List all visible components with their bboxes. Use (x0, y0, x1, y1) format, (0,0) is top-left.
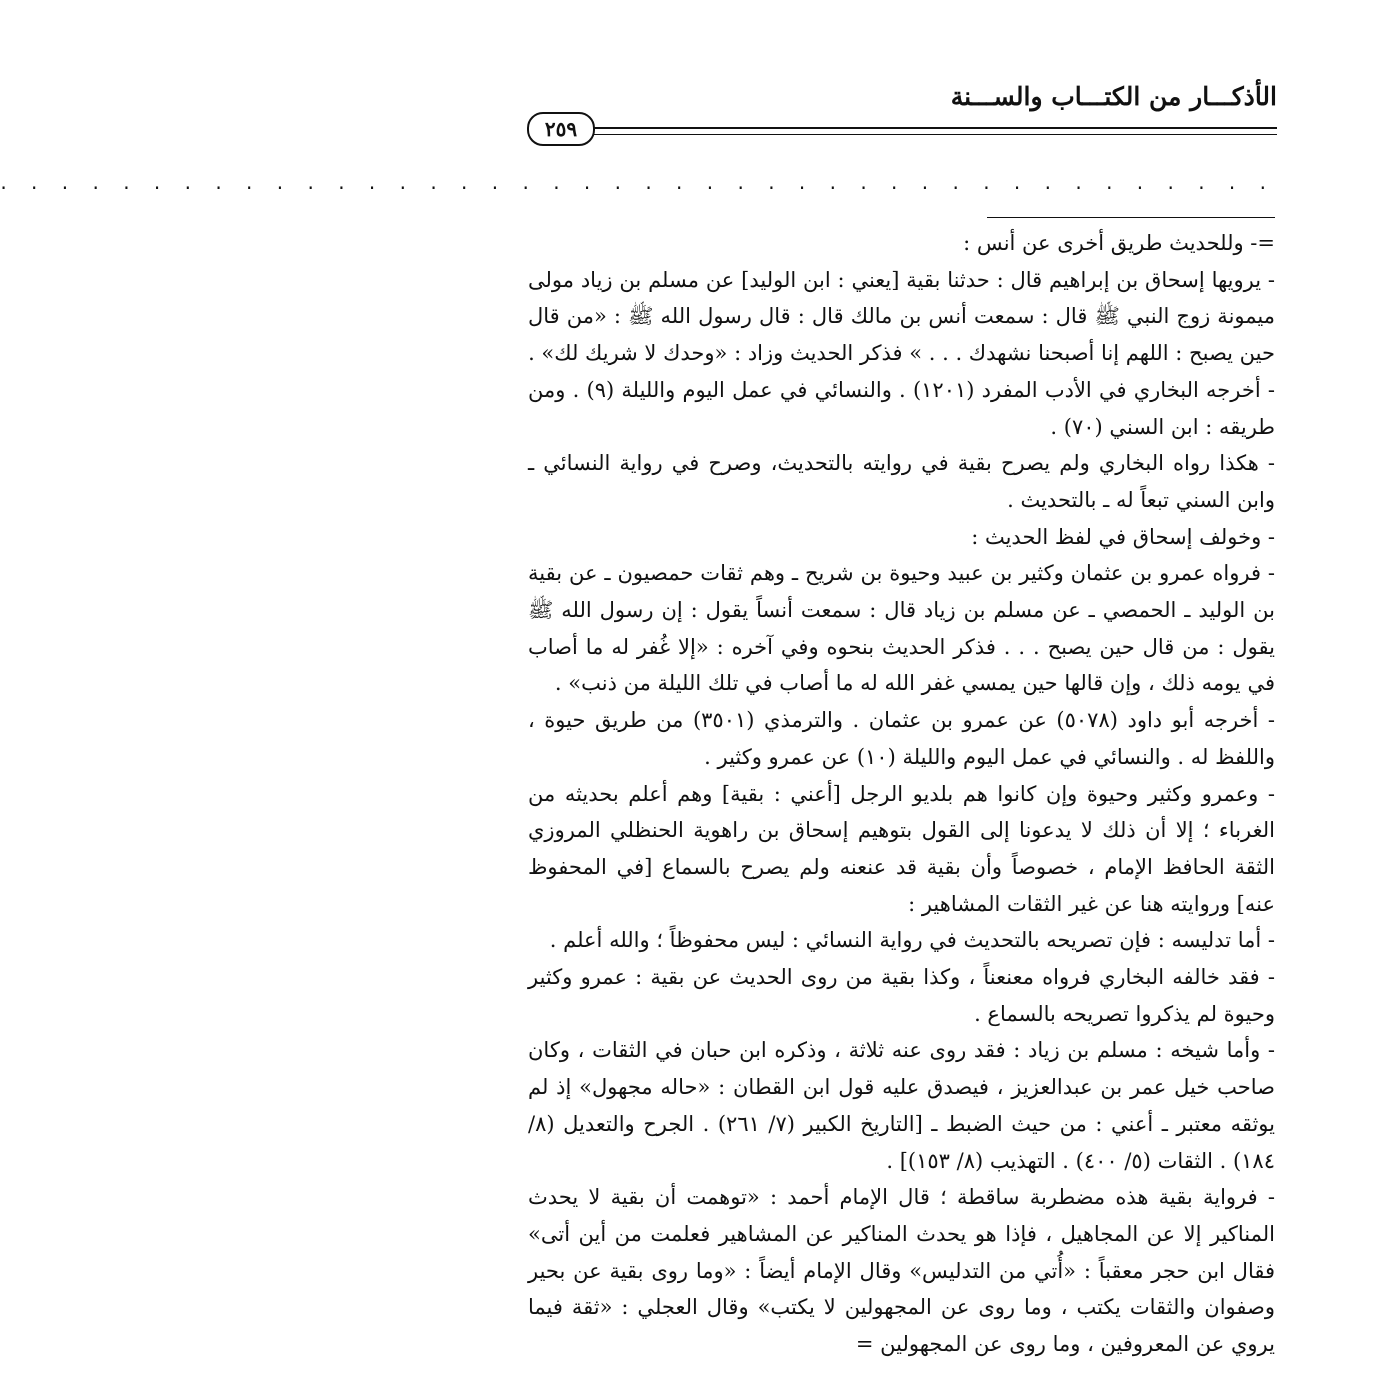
footnote-body (528, 225, 1275, 1363)
footnote-paragraph: - هكذا رواه البخاري ولم يصرح بقية في روايته بالتحديث، وصرح في رواية النسائي ـ وابن السني تبعاً له ـ بالتحديث . (528, 451, 1275, 512)
header-rule (592, 127, 1277, 135)
footnote-paragraph: - أخرجه أبو داود (٥٠٧٨) عن عمرو بن عثمان . والترمذي (٣٥٠١) من طريق حيوة ، واللفظ له . والنسائي في عمل اليوم والليلة (١٠) عن عمرو وكثير . (528, 708, 1275, 769)
footnote-paragraph: =- وللحديث طريق أخرى عن أنس : (963, 231, 1275, 255)
footnote-paragraph: - فرواه عمرو بن عثمان وكثير بن عبيد وحيوة بن شريح ـ وهم ثقات حمصيون ـ عن بقية بن الوليد ـ الحمصي ـ عن مسلم بن زياد قال : سمعت أنساً يقول : إن رسول الله ﷺ يقول : من قال حين يصبح . . . فذكر الحديث بنحوه وفي آخره : «إلا غُفر له ما أصاب في يومه ذلك ، وإن قالها حين يمسي غفر الله له ما أصاب في تلك الليلة من ذنب» . (528, 561, 1275, 696)
footnote-paragraph: - أما تدليسه : فإن تصريحه بالتحديث في رواية النسائي : ليس محفوظاً ؛ والله أعلم . (549, 928, 1275, 953)
footnote-paragraph: - وعمرو وكثير وحيوة وإن كانوا هم بلديو الرجل [أعني : بقية] وهم أعلم بحديثه من الغرباء ؛ إلا أن ذلك لا يدعونا إلى القول بتوهيم إسحاق بن راهوية الحنظلي المروزي الثقة الحافظ الإمام ، خصوصاً وأن بقية قد عنعنه ولم يصرح بالسماع [في المحفوظ عنه] وروايته هنا عن غير الثقات المشاهير : (528, 781, 1275, 916)
footnote-paragraph: - أخرجه البخاري في الأدب المفرد (١٢٠١) . والنسائي في عمل اليوم والليلة (٩) . ومن طريقه : ابن السني (٧٠) . (528, 377, 1275, 439)
page-number: ٢٥٩ (527, 112, 595, 146)
dotted-separator: . . . . . . . . . . . . . . . . . . . . . . . . . . . . . . . . . . . . . . . . . . (0, 170, 1275, 194)
footnote-paragraph: - فرواية بقية هذه مضطربة ساقطة ؛ قال الإمام أحمد : «توهمت أن بقية لا يحدث المناكير إلا عن المجاهيل ، فإذا هو يحدث المناكير عن المشاهير فعلمت من أين أتى» فقال ابن حجر معقباً : «أُتي من التدليس» وقال الإمام أيضاً : «وما روى بقية عن بحير وصفوان والثقات يكتب ، وما روى عن المجهولين لا يكتب» وقال العجلي : «ثقة فيما يروي عن المعروفين ، وما روى عن المجهولين = (528, 1185, 1275, 1357)
footnote-paragraph: - يرويها إسحاق بن إبراهيم قال : حدثنا بقية [يعني : ابن الوليد] عن مسلم بن زياد مولى ميمونة زوج النبي ﷺ قال : سمعت أنس بن مالك قال : قال رسول الله ﷺ : «من قال حين يصبح : اللهم إنا أصبحنا نشهدك . . . » فذكر الحديث وزاد : «وحدك لا شريك لك» . (528, 267, 1275, 366)
footnote-paragraph: - وأما شيخه : مسلم بن زياد : فقد روى عنه ثلاثة ، وذكره ابن حبان في الثقات ، وكان صاحب خيل عمر بن عبدالعزيز ، فيصدق عليه قول ابن القطان : «حاله مجهول» إذ لم يوثقه معتبر ـ أعني : من حيث الضبط ـ [التاريخ الكبير (٧/ ٢٦١) . الجرح والتعديل (٨/ ١٨٤) . الثقات (٥/ ٤٠٠) . التهذيب (٨/ ١٥٣)] . (528, 1038, 1275, 1173)
footnote-rule (987, 217, 1275, 218)
footnote-paragraph: - فقد خالفه البخاري فرواه معنعناً ، وكذا بقية من روى الحديث عن بقية : عمرو وكثير وحيوة لم يذكروا تصريحه بالسماع . (528, 965, 1275, 1026)
running-header-title: الأذكـــار من الكتـــاب والســـنة (950, 82, 1277, 111)
footnote-paragraph: - وخولف إسحاق في لفظ الحديث : (971, 524, 1275, 549)
